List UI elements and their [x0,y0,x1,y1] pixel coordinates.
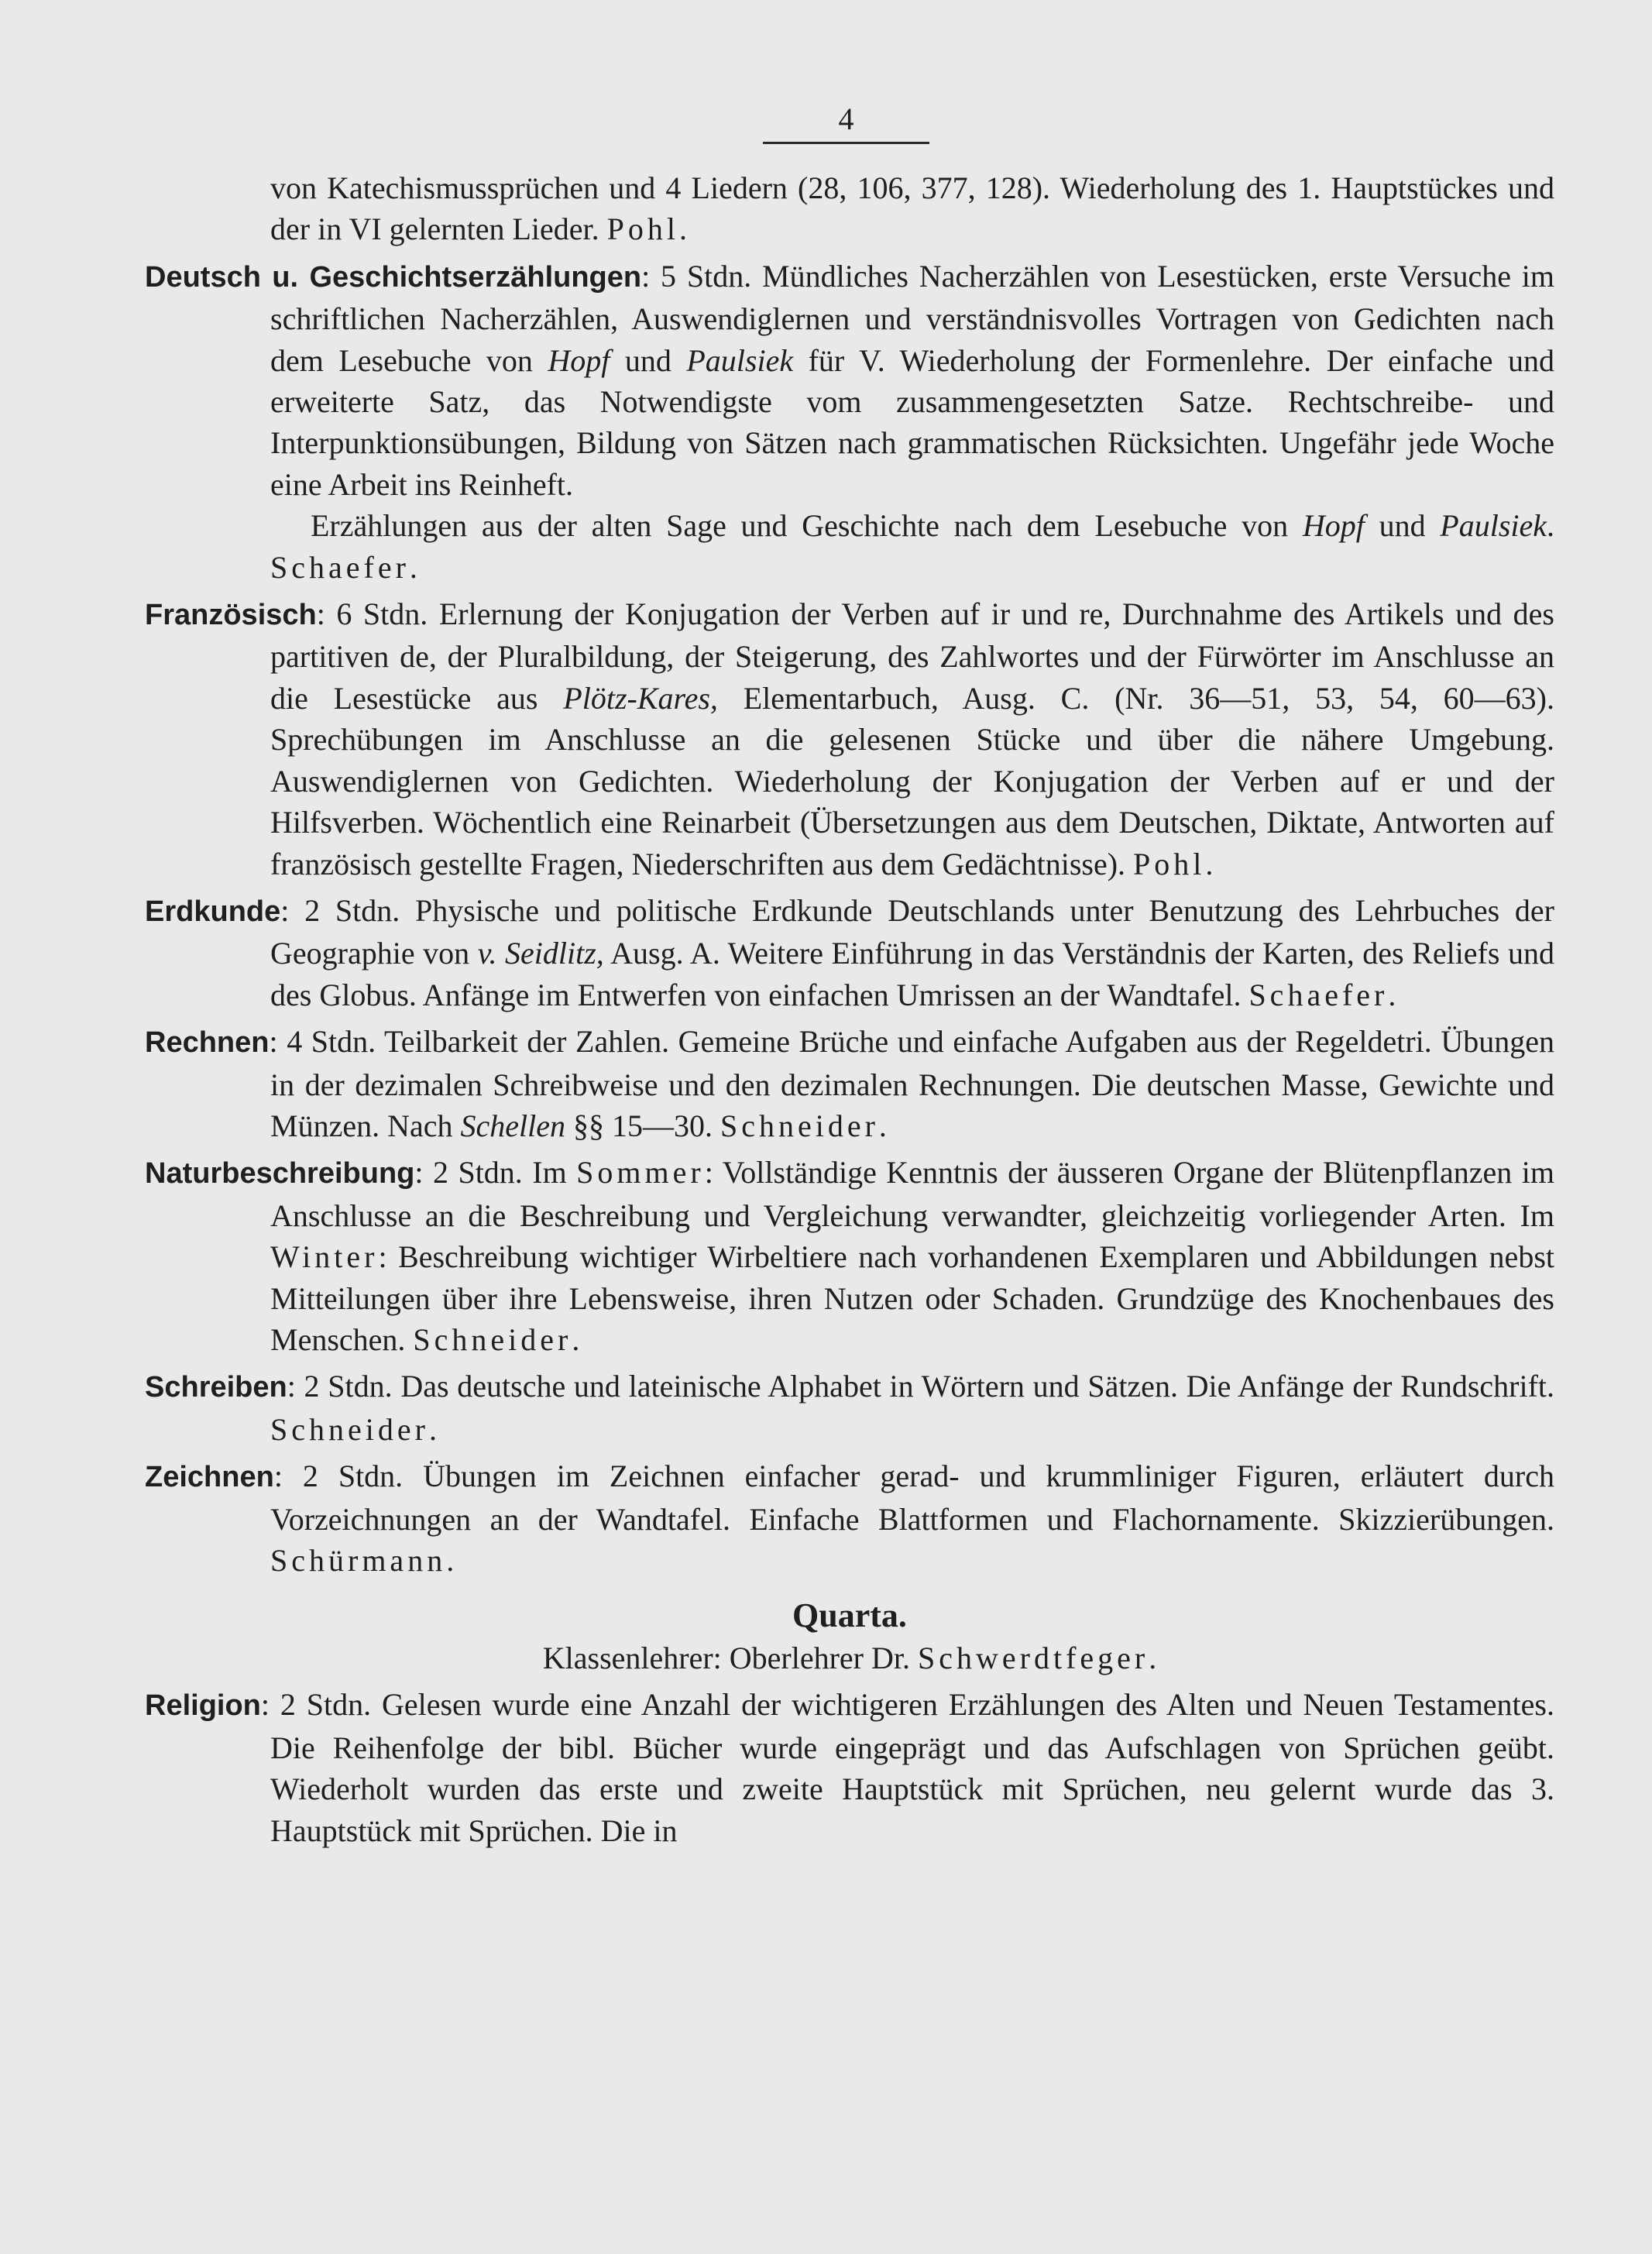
subject-heading: Französisch [145,599,317,632]
text-segment: Winter [270,1239,379,1275]
text-segment: und [610,342,687,378]
text-segment: von Katechismussprüchen und 4 Liedern (28, 106, 377, 128). Wiederholung des 1. Hauptstückes und der in VI gelernten Lieder. [270,170,1554,247]
page-body [145,167,1554,1851]
text-segment: Pohl [1133,846,1206,881]
paragraph [145,167,1554,250]
text-segment: . [1388,977,1396,1012]
subject-heading: Religion [145,1689,261,1723]
paragraph-schreiben [145,1366,1554,1450]
subject-heading: Erdkunde [145,895,281,928]
paragraph [145,505,1554,588]
text-segment: : Vollständige Kenntnis der äusseren Organe der Blütenpflanzen im Anschlusse an die Beschreibung und Vergleichung verwandter, gleichzeitig vorliegender Arten. Im [270,1155,1554,1233]
text-segment: Plötz-Kares, [563,680,718,716]
paragraph-rechnen [145,1021,1554,1146]
text-segment: Pohl [606,211,680,247]
text-segment: Paulsiek [686,342,794,378]
text-segment: . [428,1411,437,1447]
section-teacher-line [145,1638,1554,1678]
text-segment: : 2 Stdn. Gelesen wurde eine Anzahl der wichtigeren Erzählungen des Alten und Neuen Testamentes. Die Reihenfolge der bibl. Bücher wurde eingeprägt und das Aufschlagen von Sprüchen geübt. Wiederholt wurden das erste und zweite Hauptstück mit Sprüchen, neu gelernt wurde das 3. Hauptstück mit Sprüchen. Die in [260,1687,1554,1848]
text-segment: Schneider [720,1108,879,1143]
subject-heading: Deutsch u. Geschichtserzählungen [145,260,642,294]
text-segment: : 5 Stdn. Mündliches Nacherzählen von Lesestücken, erste Versuche im schriftlichen Nacherzählen, Auswendiglernen und verständnisvolles Vortragen von Gedichten nach dem Lesebuche von [270,258,1554,378]
paragraph-zeichnen [145,1455,1554,1581]
text-segment: : 2 Stdn. Übungen im Zeichnen einfacher gerad- und krummliniger Figuren, erläutert durch Vorzeichnungen an der Wandtafel. Einfache Blattformen und Flachornamente. Skizzierübungen. [270,1459,1554,1537]
text-segment: : 6 Stdn. Erlernung der Konjugation der Verben auf ir und re, Durchnahme des Artikels und des partitiven de, der Pluralbildung, der Steigerung, des Zahlwortes und der Fürwörter im Anschlusse an die Lesestücke aus [270,596,1554,716]
paragraph-erdkunde [145,890,1554,1015]
teacher-prefix: Klassenlehrer: Oberlehrer Dr. [542,1641,918,1676]
section-title: Quarta. [792,1596,907,1635]
text-segment: §§ 15—30. [565,1108,720,1143]
subject-heading: Zeichnen [145,1461,274,1494]
text-segment: Sommer [576,1155,705,1191]
text-segment: Schneider [270,1411,429,1447]
subject-heading: Schreiben [145,1371,287,1404]
text-segment: Elementarbuch, Ausg. C. (Nr. 36—51, 53, 54, 60—63). Sprechübungen im Anschlusse an die gelesenen Stücke und über die nähere Umgebung. Auswendiglernen von Gedichten. Wiederholung der Konjugation der Verben auf er und der Hilfsverben. Wöchentlich eine Reinarbeit (Übersetzungen aus dem Deutschen, Diktate, Antworten auf französisch gestellte Fragen, Niederschriften aus dem Gedächtnisse). [270,680,1554,881]
text-segment: : 2 Stdn. Physische und politische Erdkunde Deutschlands unter Benutzung des Lehrbuches der Geographie von [270,892,1554,971]
text-segment: Hopf [548,342,610,378]
paragraph-naturbeschreibung [145,1152,1554,1360]
text-segment: für V. Wiederholung der Formenlehre. Der einfache und erweiterte Satz, das Notwendigste vom zusammengesetzten Satze. Rechtschreibe- und Interpunktionsübungen, Bildung von Sätzen nach grammatischen Rücksichten. Ungefähr jede Woche eine Arbeit ins Reinheft. [270,342,1554,502]
text-segment: Hopf [1302,508,1365,544]
text-segment: Ausg. A. Weitere Einführung in das Verständnis der Karten, des Reliefs und des Globus. Anfänge im Entwerfen von einfachen Umrissen an der Wandtafel. [270,936,1554,1012]
text-segment: : 4 Stdn. Teilbarkeit der Zahlen. Gemeine Brüche und einfache Aufgaben aus der Regeldetri. Übungen in der dezimalen Schreibweise und den dezimalen Rechnungen. Die deutschen Masse, Gewichte und Münzen. Nach [269,1024,1554,1143]
text-segment: und [1364,508,1441,544]
text-segment: v. Seidlitz, [477,936,604,971]
text-segment: . [1205,846,1214,881]
teacher-suffix: . [1149,1641,1157,1676]
text-segment: Schellen [460,1108,565,1143]
paragraph-franzoesisch [145,593,1554,885]
teacher-name: Schwerdtfeger [918,1641,1149,1676]
text-segment: Erzählungen aus der alten Sage und Geschichte nach dem Lesebuche von [311,508,1303,544]
paragraph-religion [145,1684,1554,1851]
text-segment: Schaefer [1248,977,1389,1012]
text-segment: . [572,1321,580,1357]
text-segment: : Beschreibung wichtiger Wirbeltiere nach vorhandenen Exemplaren und Abbildungen nebst Mitteilungen über ihre Lebensweise, ihren Nutzen oder Schaden. Grundzüge des Knochenbaues des Menschen. [270,1239,1554,1357]
text-segment: . [446,1543,455,1578]
text-segment: : 2 Stdn. Im [414,1155,577,1191]
text-segment: . [679,211,688,247]
text-segment: . [878,1108,887,1143]
text-segment: Paulsiek [1440,508,1547,544]
text-segment: Schneider [413,1321,572,1357]
text-segment: Schürmann [270,1543,447,1578]
subject-heading: Rechnen [145,1026,270,1060]
text-segment: Schaefer [270,549,410,585]
subject-heading: Naturbeschreibung [145,1157,415,1191]
page-number-rule [763,142,929,144]
text-segment: . [409,549,417,585]
paragraph-deutsch [145,256,1554,505]
page-number: 4 [838,101,854,136]
text-segment: . [1547,508,1555,544]
text-segment: : 2 Stdn. Das deutsche und lateinische Alphabet in Wörtern und Sätzen. Die Anfänge der Rundschrift. [287,1369,1554,1404]
